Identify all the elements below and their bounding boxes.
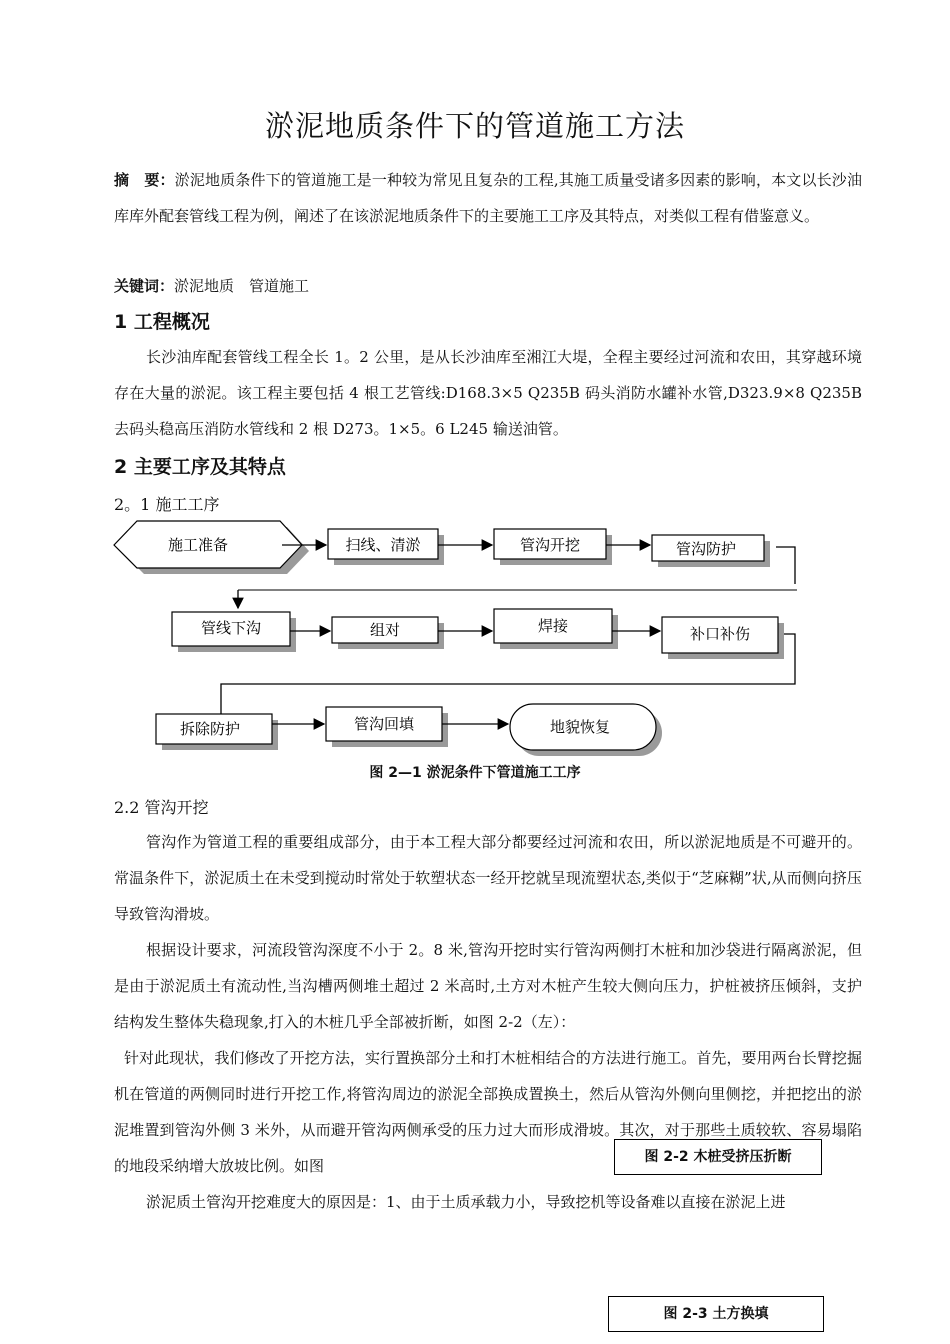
flow-step-assemble-label: 组对 <box>369 621 401 639</box>
flow-step-restore-label: 地貌恢复 <box>549 718 611 736</box>
flow-step-restore <box>510 704 662 756</box>
paragraph-trench-2: 根据设计要求，河流段管沟深度不小于 2。8 米,管沟开挖时实行管沟两侧打木桩和加沙袋进行隔离淤泥，但是由于淤泥质土有流动性,当沟槽两侧堆土超过 2 米高时,土方对木桩产生较大侧向压力，护桩被挤压倾斜，支护结构发生整体失稳现象,打入的木桩几乎全部被折断，如图 2-2（左）： <box>114 941 862 1031</box>
abstract-paragraph <box>114 162 862 234</box>
flow-step-weld <box>494 609 618 649</box>
flowchart <box>0 518 950 758</box>
flow-step-weld-label: 焊接 <box>537 617 569 635</box>
connector-1 <box>776 547 795 584</box>
flow-step-prepare-label: 施工准备 <box>167 536 229 554</box>
abstract-text: 淤泥地质条件下的管道施工是一种较为常见且复杂的工程,其施工质量受诸多因素的影响，本文以长沙油库库外配套管线工程为例，阐述了在该淤泥地质条件下的主要施工工序及其特点，对类似工程有借鉴意义。 <box>114 171 862 225</box>
flow-step-prepare <box>114 521 309 574</box>
flow-step-lower <box>172 612 296 652</box>
figure-2-3-caption: 图 2-3 土方换填 <box>608 1296 824 1332</box>
flow-step-sweep <box>328 529 444 565</box>
flow-step-lower-label: 管线下沟 <box>200 619 262 637</box>
keywords-label: 关键词： <box>114 277 175 295</box>
flow-step-sweep-label: 扫线、清淤 <box>345 536 421 554</box>
flow-step-excavate-label: 管沟开挖 <box>519 536 581 554</box>
figure-2-2-caption: 图 2-2 木桩受挤压折断 <box>614 1139 822 1175</box>
flow-step-backfill-label: 管沟回填 <box>353 715 415 733</box>
flow-step-remove <box>156 714 278 750</box>
paragraph-trench-4: 淤泥质土管沟开挖难度大的原因是：1、由于土质承载力小，导致挖机等设备难以直接在淤泥上进 <box>146 1193 786 1211</box>
flow-step-excavate <box>494 529 612 565</box>
section1-paragraph: 长沙油库配套管线工程全长 1。2 公里，是从长沙油库至湘江大堤，全程主要经过河流和农田，其穿越环境存在大量的淤泥。该工程主要包括 4 根工艺管线:D168.3×5 Q235B 码头消防水罐补水管,D323.9×8 Q235B 去码头稳高压消防水管线和 2 根 D273。1×5。6 L245 输送油管。 <box>114 348 862 438</box>
flow-step-remove-label: 拆除防护 <box>179 720 241 738</box>
flow-step-protect-label: 管沟防护 <box>675 540 737 558</box>
section1-heading: 1 工程概况 <box>114 311 210 333</box>
flow-step-assemble <box>332 617 444 649</box>
flow-step-patch <box>662 617 784 659</box>
paragraph-trench-3: 针对此现状，我们修改了开挖方法，实行置换部分土和打木桩相结合的方法进行施工。首先，要用两台长臂挖掘机在管道的两侧同时进行开挖工作,将管沟周边的淤泥全部换成置换土，然后从管沟外侧向里侧挖，并把挖出的淤泥堆置到管沟外侧 3 米外，从而避开管沟两侧承受的压力过大而形成滑坡。其次，对于那些土质较软、容易塌陷的地段采纳增大放坡比例。如图 <box>114 1049 862 1175</box>
flow-step-patch-label: 补口补伤 <box>689 625 751 643</box>
flow-step-protect <box>652 535 770 567</box>
subsection-2-2-heading: 2.2 管沟开挖 <box>114 798 209 817</box>
flow-step-backfill <box>326 707 448 747</box>
subsection-2-1-heading: 2。1 施工工序 <box>114 495 220 514</box>
keywords-text: 淤泥地质 管道施工 <box>174 277 310 295</box>
abstract-label: 摘 要： <box>114 171 175 189</box>
document-title: 淤泥地质条件下的管道施工方法 <box>264 109 685 143</box>
figure-2-1-caption: 图 2—1 淤泥条件下管道施工工序 <box>369 765 581 781</box>
paragraph-trench-1: 管沟作为管道工程的重要组成部分，由于本工程大部分都要经过河流和农田，所以淤泥地质是不可避开的。常温条件下，淤泥质土在未受到搅动时常处于软塑状态一经开挖就呈现流塑状态,类似于“芝麻糊”状,从而侧向挤压导致管沟滑坡。 <box>114 833 862 923</box>
section2-heading: 2 主要工序及其特点 <box>114 456 286 478</box>
keywords-line <box>114 268 862 304</box>
